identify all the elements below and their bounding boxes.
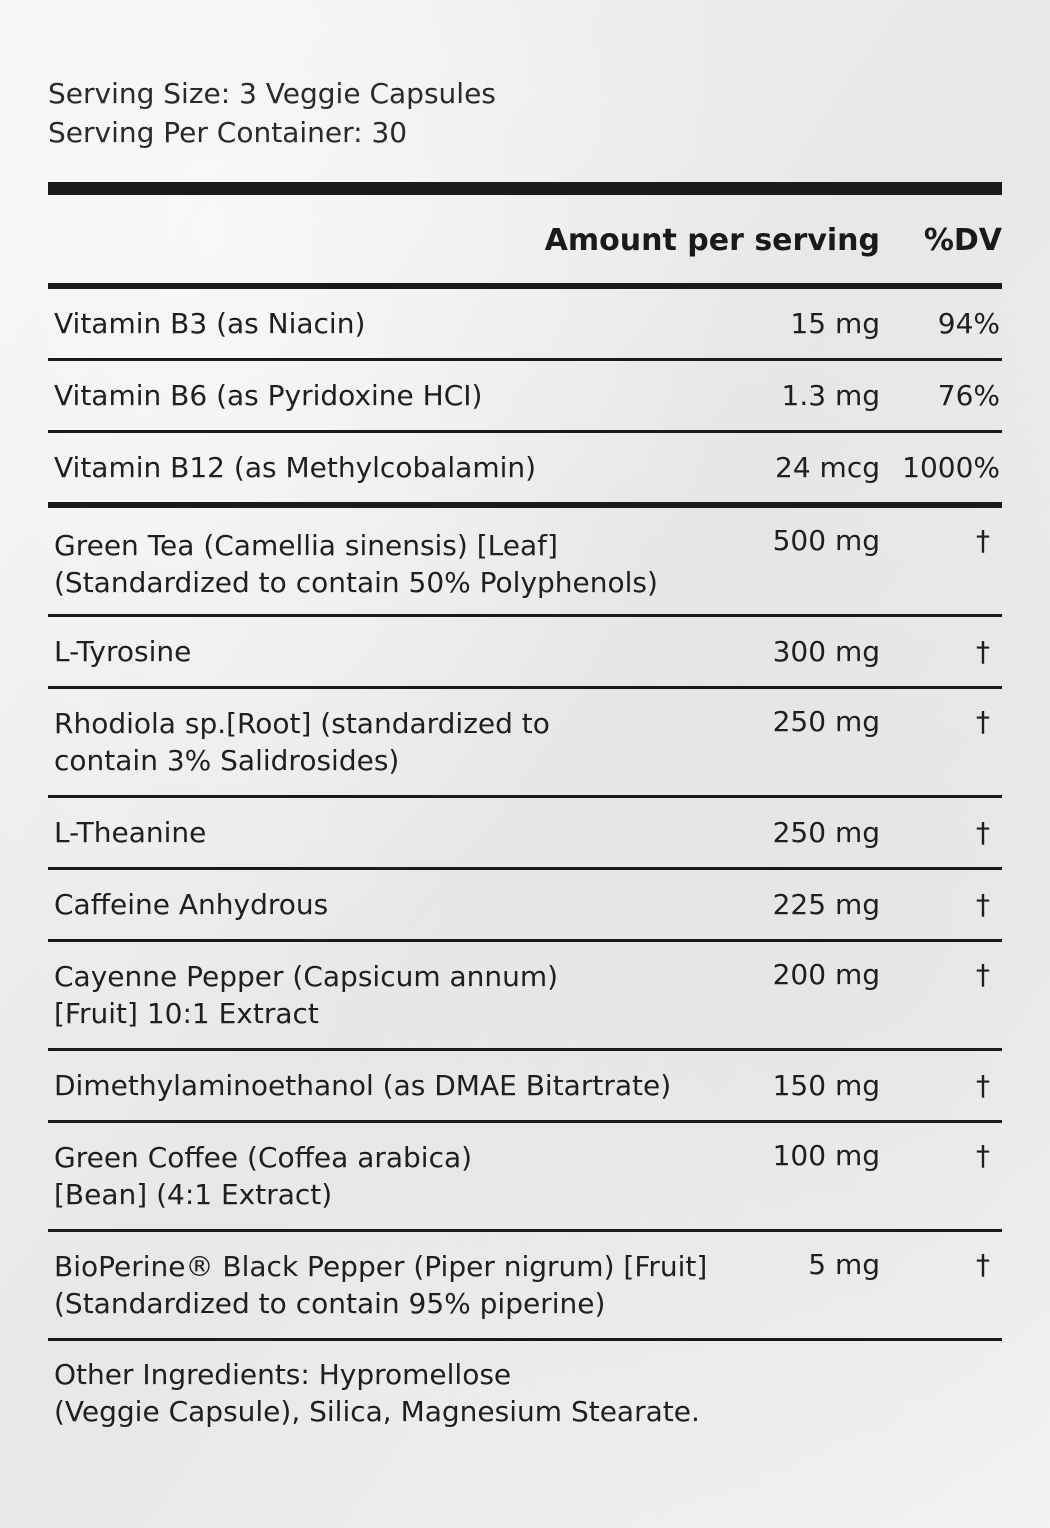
ingredient-name-line: [Bean] (4:1 Extract) bbox=[54, 1178, 333, 1211]
ingredient-name bbox=[54, 705, 550, 779]
ingredient-name-line: L-Theanine bbox=[54, 816, 207, 849]
daily-value: † bbox=[976, 635, 990, 668]
daily-value: 76% bbox=[937, 379, 1000, 412]
amount-value: 225 mg bbox=[772, 888, 880, 921]
servings-per-container: Serving Per Container: 30 bbox=[48, 116, 408, 149]
daily-value: † bbox=[976, 816, 990, 849]
table-row bbox=[48, 361, 1002, 433]
ingredient-name-line: Vitamin B3 (as Niacin) bbox=[54, 307, 366, 340]
ingredient-name-line: L-Tyrosine bbox=[54, 635, 192, 668]
amount-value: 250 mg bbox=[772, 705, 880, 738]
ingredient-name-line: Green Tea (Camellia sinensis) [Leaf] bbox=[54, 529, 558, 562]
amount-value: 250 mg bbox=[772, 816, 880, 849]
ingredient-name-line: Rhodiola sp.[Root] (standardized to bbox=[54, 707, 550, 740]
table-row bbox=[48, 1232, 1002, 1341]
table-row bbox=[48, 798, 1002, 870]
ingredient-name-line: (Standardized to contain 50% Polyphenols) bbox=[54, 566, 658, 599]
daily-value-header: %DV bbox=[923, 223, 1002, 258]
table-row bbox=[48, 1051, 1002, 1123]
ingredient-name-line: Cayenne Pepper (Capsicum annum) bbox=[54, 960, 559, 993]
amount-value: 200 mg bbox=[772, 958, 880, 991]
ingredient-name-line: Green Coffee (Coffea arabica) bbox=[54, 1141, 473, 1174]
amount-value: 100 mg bbox=[772, 1139, 880, 1172]
daily-value: † bbox=[976, 888, 990, 921]
ingredient-name-line: Vitamin B12 (as Methylcobalamin) bbox=[54, 451, 537, 484]
ingredient-name-line: Caffeine Anhydrous bbox=[54, 888, 329, 921]
amount-value: 24 mcg bbox=[775, 451, 880, 484]
daily-value: 94% bbox=[937, 307, 1000, 340]
serving-size: Serving Size: 3 Veggie Capsules bbox=[48, 77, 496, 110]
daily-value: † bbox=[976, 1248, 990, 1281]
ingredient-name bbox=[54, 814, 206, 851]
daily-value: † bbox=[976, 705, 990, 738]
ingredient-name-line: BioPerine® Black Pepper (Piper nigrum) [Fruit] bbox=[54, 1250, 708, 1283]
daily-value: 1000% bbox=[902, 451, 1000, 484]
ingredient-name bbox=[54, 958, 558, 1032]
ingredient-name bbox=[54, 633, 191, 670]
ingredient-name bbox=[54, 377, 482, 414]
ingredient-name bbox=[54, 449, 536, 486]
amount-per-serving-header: Amount per serving bbox=[544, 223, 880, 258]
ingredient-name-line: Dimethylaminoethanol (as DMAE Bitartrate) bbox=[54, 1069, 672, 1102]
amount-value: 150 mg bbox=[772, 1069, 880, 1102]
ingredient-name bbox=[54, 1139, 472, 1213]
table-row bbox=[48, 508, 1002, 617]
table-row bbox=[48, 289, 1002, 361]
other-ingredients bbox=[54, 1356, 700, 1430]
table-row bbox=[48, 433, 1002, 508]
serving-info bbox=[48, 74, 496, 152]
ingredient-name-line: [Fruit] 10:1 Extract bbox=[54, 997, 319, 1030]
ingredient-name-line: contain 3% Salidrosides) bbox=[54, 744, 400, 777]
daily-value: † bbox=[976, 1139, 990, 1172]
top-thick-rule bbox=[48, 182, 1002, 195]
amount-value: 300 mg bbox=[772, 635, 880, 668]
table-row bbox=[48, 1123, 1002, 1232]
supplement-facts-table bbox=[48, 289, 1002, 1341]
ingredient-name-line: (Standardized to contain 95% piperine) bbox=[54, 1287, 606, 1320]
table-row bbox=[48, 870, 1002, 942]
ingredient-name-line: Vitamin B6 (as Pyridoxine HCI) bbox=[54, 379, 483, 412]
amount-value: 1.3 mg bbox=[781, 379, 880, 412]
amount-value: 500 mg bbox=[772, 524, 880, 557]
ingredient-name bbox=[54, 527, 658, 601]
amount-value: 15 mg bbox=[790, 307, 880, 340]
daily-value: † bbox=[976, 1069, 990, 1102]
table-row bbox=[48, 942, 1002, 1051]
ingredient-name bbox=[54, 1067, 671, 1104]
ingredient-name bbox=[54, 886, 328, 923]
daily-value: † bbox=[976, 524, 990, 557]
table-row bbox=[48, 689, 1002, 798]
daily-value: † bbox=[976, 958, 990, 991]
table-row bbox=[48, 617, 1002, 689]
other-ingredients-line: (Veggie Capsule), Silica, Magnesium Stearate. bbox=[54, 1395, 700, 1428]
ingredient-name bbox=[54, 305, 365, 342]
amount-value: 5 mg bbox=[808, 1248, 880, 1281]
ingredient-name bbox=[54, 1248, 707, 1322]
other-ingredients-line: Other Ingredients: Hypromellose bbox=[54, 1358, 512, 1391]
